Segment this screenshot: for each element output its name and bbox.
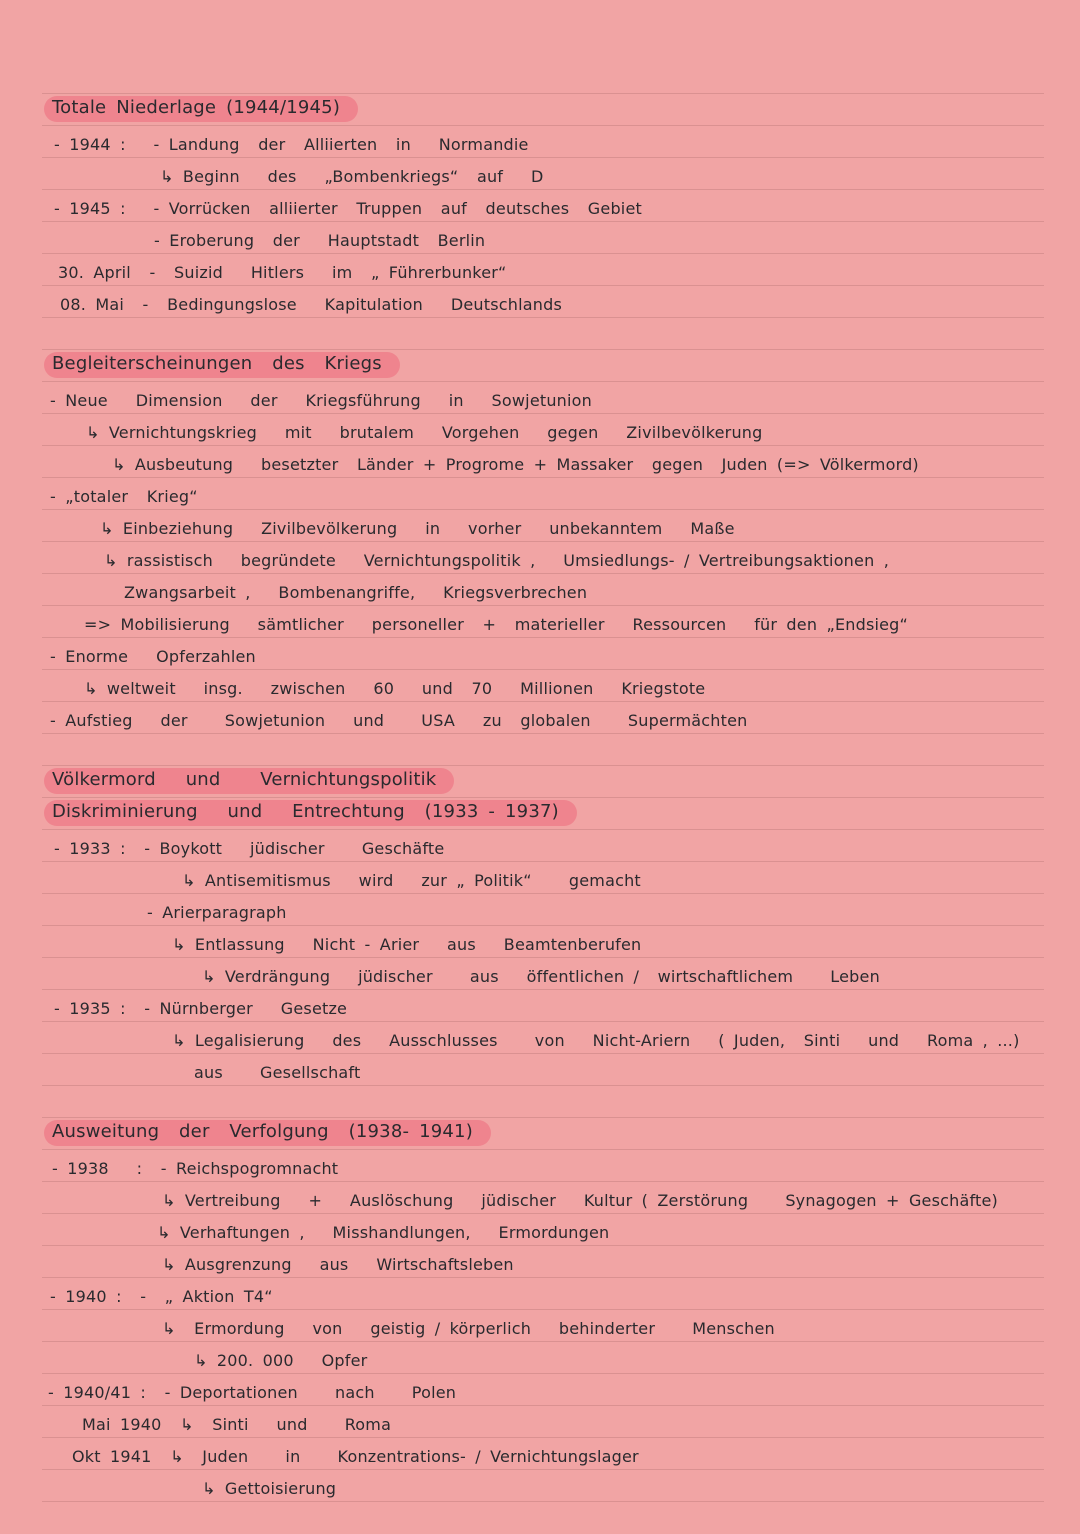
ruled-gap bbox=[42, 734, 1044, 766]
note-line bbox=[42, 126, 1044, 158]
notes-page bbox=[42, 62, 1044, 1505]
line-text: ↳ Vertreibung + Auslöschung jüdischer Kultur ( Zerstörung Synagogen + Geschäfte) bbox=[162, 1191, 998, 1211]
section-heading bbox=[42, 94, 1044, 126]
line-text: ↳ Verhaftungen , Misshandlungen, Ermordungen bbox=[157, 1223, 610, 1243]
note-line bbox=[42, 574, 1044, 606]
line-text: ↳ Legalisierung des Ausschlusses von Nicht-Ariern ( Juden, Sinti und Roma , ...) bbox=[172, 1031, 1020, 1051]
note-line bbox=[42, 542, 1044, 574]
ruled-gap bbox=[42, 1502, 1044, 1534]
line-text: Zwangsarbeit , Bombenangriffe, Kriegsverbrechen bbox=[124, 583, 588, 603]
line-text: aus Gesellschaft bbox=[194, 1063, 361, 1083]
note-line bbox=[42, 1406, 1044, 1438]
line-text: ↳ Antisemitismus wird zur „ Politik“ gemacht bbox=[182, 871, 641, 891]
line-text: ↳ Verdrängung jüdischer aus öffentlichen / wirtschaftlichem Leben bbox=[202, 967, 880, 987]
note-line bbox=[42, 894, 1044, 926]
line-text: - 1944 : - Landung der Alliierten in Normandie bbox=[54, 135, 529, 155]
note-line bbox=[42, 254, 1044, 286]
note-line bbox=[42, 1054, 1044, 1086]
line-text: 08. Mai - Bedingungslose Kapitulation Deutschlands bbox=[60, 295, 562, 315]
note-line bbox=[42, 1214, 1044, 1246]
note-line bbox=[42, 990, 1044, 1022]
note-line bbox=[42, 1022, 1044, 1054]
note-line bbox=[42, 1182, 1044, 1214]
note-line bbox=[42, 1438, 1044, 1470]
section-heading bbox=[42, 798, 1044, 830]
line-text: ↳ Vernichtungskrieg mit brutalem Vorgehen gegen Zivilbevölkerung bbox=[86, 423, 763, 443]
note-line bbox=[42, 286, 1044, 318]
line-text: ↳ 200. 000 Opfer bbox=[194, 1351, 368, 1371]
line-text: - 1940/41 : - Deportationen nach Polen bbox=[48, 1383, 457, 1403]
note-line bbox=[42, 1278, 1044, 1310]
section-heading bbox=[42, 766, 1044, 798]
line-text: - Neue Dimension der Kriegsführung in Sowjetunion bbox=[50, 391, 592, 411]
note-line bbox=[42, 190, 1044, 222]
line-text: - 1933 : - Boykott jüdischer Geschäfte bbox=[54, 839, 445, 859]
note-line bbox=[42, 606, 1044, 638]
note-line bbox=[42, 1342, 1044, 1374]
ruled-gap bbox=[42, 62, 1044, 94]
heading-text: Totale Niederlage (1944/1945) bbox=[44, 96, 358, 122]
line-text: Mai 1940 ↳ Sinti und Roma bbox=[82, 1415, 392, 1435]
line-text: ↳ Ausbeutung besetzter Länder + Progrome + Massaker gegen Juden (=> Völkermord) bbox=[112, 455, 919, 475]
line-text: Okt 1941 ↳ Juden in Konzentrations- / Vernichtungslager bbox=[72, 1447, 639, 1467]
note-line bbox=[42, 830, 1044, 862]
ruled-gap bbox=[42, 1086, 1044, 1118]
section-heading bbox=[42, 1118, 1044, 1150]
note-line bbox=[42, 958, 1044, 990]
line-text: => Mobilisierung sämtlicher personeller + materieller Ressourcen für den „Endsieg“ bbox=[84, 615, 909, 635]
note-line bbox=[42, 1246, 1044, 1278]
line-text: - Aufstieg der Sowjetunion und USA zu globalen Supermächten bbox=[50, 711, 748, 731]
note-line bbox=[42, 1470, 1044, 1502]
line-text: - 1945 : - Vorrücken alliierter Truppen auf deutsches Gebiet bbox=[54, 199, 642, 219]
line-text: ↳ Einbeziehung Zivilbevölkerung in vorher unbekanntem Maße bbox=[100, 519, 735, 539]
line-text: 30. April - Suizid Hitlers im „ Führerbunker“ bbox=[58, 263, 507, 283]
line-text: - Enorme Opferzahlen bbox=[50, 647, 256, 667]
note-line bbox=[42, 158, 1044, 190]
note-line bbox=[42, 1374, 1044, 1406]
note-line bbox=[42, 1310, 1044, 1342]
line-text: ↳ Beginn des „Bombenkriegs“ auf D bbox=[160, 167, 544, 187]
ruled-gap bbox=[42, 318, 1044, 350]
note-line bbox=[42, 382, 1044, 414]
heading-text: Völkermord und Vernichtungspolitik bbox=[44, 768, 454, 794]
heading-text: Ausweitung der Verfolgung (1938- 1941) bbox=[44, 1120, 491, 1146]
note-line bbox=[42, 862, 1044, 894]
note-line bbox=[42, 670, 1044, 702]
line-text: ↳ Ausgrenzung aus Wirtschaftsleben bbox=[162, 1255, 514, 1275]
note-line bbox=[42, 446, 1044, 478]
note-line bbox=[42, 414, 1044, 446]
line-text: - „totaler Krieg“ bbox=[50, 487, 198, 507]
section-heading bbox=[42, 350, 1044, 382]
line-text: ↳ Entlassung Nicht - Arier aus Beamtenberufen bbox=[172, 935, 642, 955]
line-text: ↳ Gettoisierung bbox=[202, 1479, 337, 1499]
note-line bbox=[42, 702, 1044, 734]
line-text: - 1940 : - „ Aktion T4“ bbox=[50, 1287, 273, 1307]
line-text: - 1938 : - Reichspogromnacht bbox=[52, 1159, 339, 1179]
note-line bbox=[42, 510, 1044, 542]
note-line bbox=[42, 222, 1044, 254]
line-text: - Arierparagraph bbox=[147, 903, 287, 923]
line-text: ↳ weltweit insg. zwischen 60 und 70 Millionen Kriegstote bbox=[84, 679, 706, 699]
line-text: ↳ rassistisch begründete Vernichtungspolitik , Umsiedlungs- / Vertreibungsaktionen , bbox=[104, 551, 889, 571]
heading-text: Diskriminierung und Entrechtung (1933 - 1937) bbox=[44, 800, 577, 826]
note-line bbox=[42, 478, 1044, 510]
line-text: ↳ Ermordung von geistig / körperlich behinderter Menschen bbox=[162, 1319, 775, 1339]
heading-text: Begleiterscheinungen des Kriegs bbox=[44, 352, 400, 378]
note-line bbox=[42, 1150, 1044, 1182]
line-text: - Eroberung der Hauptstadt Berlin bbox=[154, 231, 486, 251]
note-line bbox=[42, 926, 1044, 958]
note-line bbox=[42, 638, 1044, 670]
line-text: - 1935 : - Nürnberger Gesetze bbox=[54, 999, 348, 1019]
